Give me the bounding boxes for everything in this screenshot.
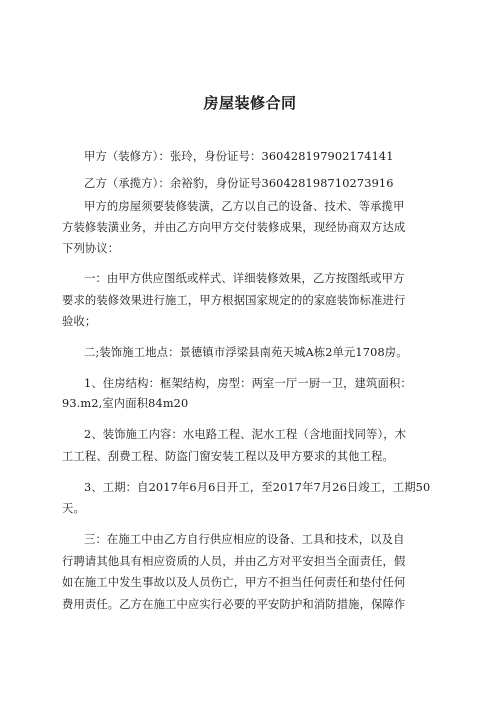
party-b-line: 乙方（承揽方）：余裕豹，身份证号360428198710273916 (84, 177, 394, 190)
preamble-line-2: 方装修装潢业务，并由乙方向甲方交付装修成果，现经协商双方达成 (62, 221, 406, 234)
schedule-line-2: 天。 (62, 502, 85, 515)
content-line-1: 2、装饰施工内容：水电路工程、泥水工程（含地面找同等），木 (84, 428, 407, 441)
clause-1-line-2: 要求的装修效果进行施工，甲方根据国家规定的的家庭装饰标准进行 (62, 294, 406, 307)
content-line-2: 工工程、刮费工程、防盗门窗安装工程以及甲方要求的其他工程。 (62, 450, 394, 463)
preamble-line-3: 下列协议： (62, 242, 120, 255)
clause-3-line-3: 如在施工中发生事故以及人员伤亡，甲方不担当任何责任和垫付任何 (62, 576, 406, 589)
schedule-line-1: 3、工期：自2017年6月6日开工，至2017年7月26日竣工，工期50 (84, 481, 431, 494)
clause-3-line-4: 费用责任。乙方在施工中应实行必要的平安防护和消防措施，保障作 (62, 598, 406, 611)
document-title: 房屋装修合同 (203, 94, 297, 112)
clause-3-line-1: 三：在施工中由乙方自行供应相应的设备、工具和技术，以及自 (84, 533, 405, 546)
clause-2-line: 二;装饰施工地点：景德镇市浮梁县南苑天城A栋2单元1708房。 (84, 346, 408, 359)
clause-1-line-3: 验收； (62, 315, 97, 328)
party-a-line: 甲方（装修方）：张玲，身份证号：360428197902174141 (84, 150, 394, 163)
structure-line-1: 1、住房结构：框架结构，房型：两室一厅一厨一卫，建筑面积： (84, 377, 412, 390)
preamble-line-1: 甲方的房屋须要装修装潢，乙方以自己的设备、技术、等承揽甲 (84, 200, 405, 213)
structure-line-2: 93.m2,室内面积84m20 (62, 397, 189, 410)
clause-1-line-1: 一：由甲方供应图纸或样式、详细装修效果，乙方按图纸或甲方 (84, 272, 405, 285)
clause-3-line-2: 行聘请其他具有相应资质的人员，并由乙方对平安担当全面责任，假 (62, 555, 406, 568)
